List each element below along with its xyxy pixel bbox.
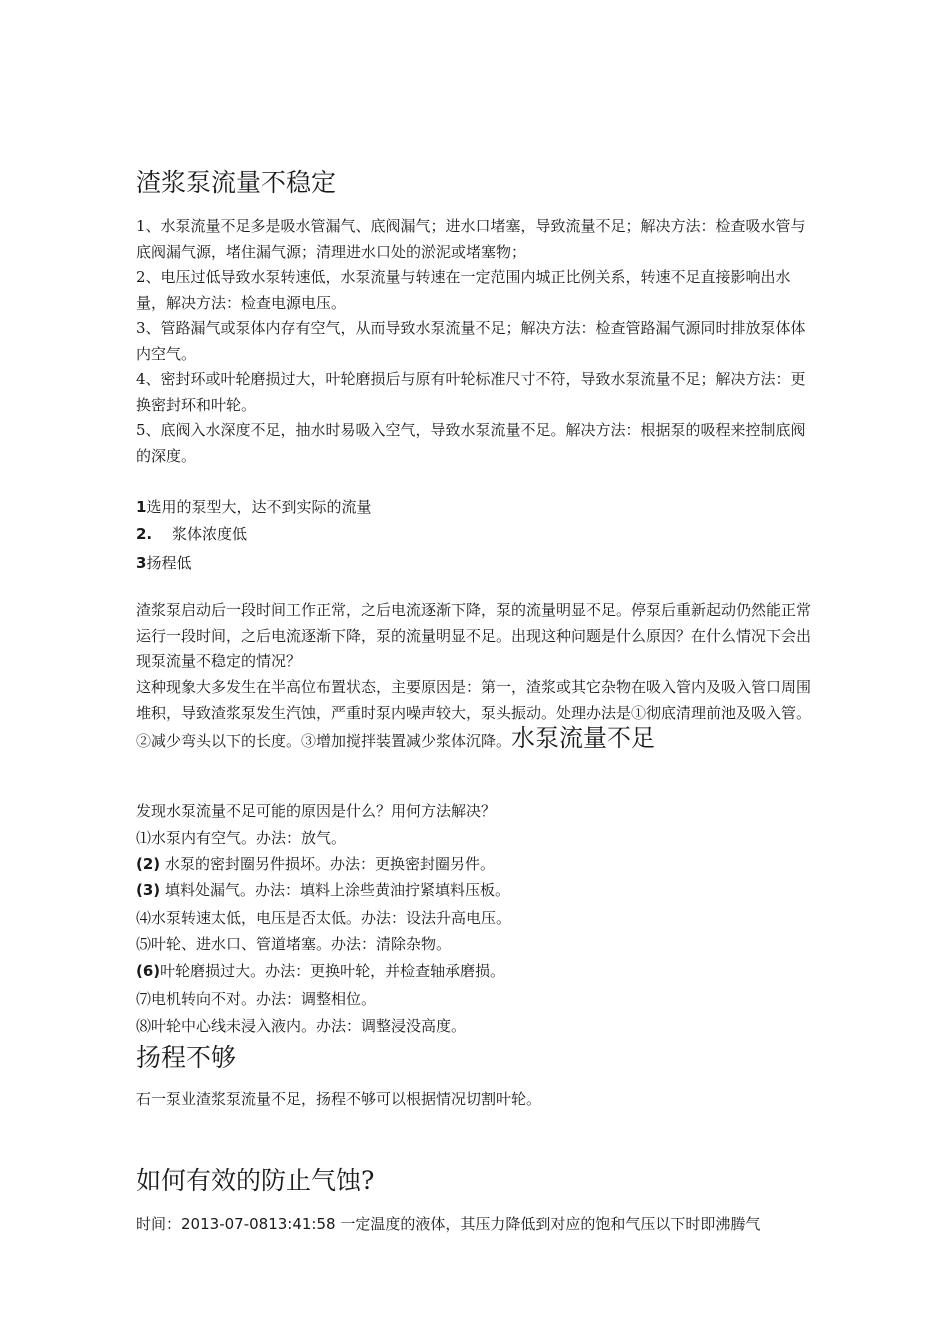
question-paragraph: 渣浆泵启动后一段时间工作正常，之后电流逐渐下降，泵的流量明显不足。停泵后重新起动仍然能正常运行一段时间，之后电流逐渐下降，泵的流量明显不足。出现这种问题是什么原因？在什么情况下会出现泵流量不稳定的情况？: [136, 601, 812, 670]
heading-insufficient-head: 扬程不够: [136, 1043, 237, 1072]
list2-number: (6): [136, 962, 161, 980]
list1-number: 3: [136, 554, 147, 572]
list1-text: 选用的泵型大，达不到实际的流量: [146, 498, 372, 516]
list2-text: 水泵转速太低，电压是否太低。办法：设法升高电压。: [151, 909, 512, 927]
list2-item-7: [136, 989, 376, 1009]
heading-pump-flow-insufficient: 水泵流量不足: [511, 724, 656, 752]
list2-item-6: [136, 961, 505, 981]
list2-item-4: [136, 908, 511, 928]
list1-item-3: [136, 553, 191, 573]
list2-text: 叶轮中心线未浸入液内。办法：调整浸没高度。: [151, 1017, 467, 1035]
list2-text: 电机转向不对。办法：调整相位。: [151, 990, 377, 1008]
list2-number: ⑴: [136, 829, 152, 847]
answer-text: 这种现象大多发生在半高位布置状态，主要原因是：第一，渣浆或其它杂物在吸入管内及吸入管口周围堆积，导致渣浆泵发生汽蚀，严重时泵内噪声较大，泵头振动。处理办法是①彻底清理前池及吸入管。②减少弯头以下的长度。③增加搅拌装置减少浆体沉降。: [136, 678, 812, 750]
list2-text: 叶轮、进水口、管道堵塞。办法：清除杂物。: [151, 935, 452, 953]
list2-number: ⑻: [136, 1017, 152, 1035]
list2-text: 水泵的密封圈另件损坏。办法：更换密封圈另件。: [164, 855, 495, 873]
cavitation-paragraph: [136, 1214, 760, 1234]
time-label: 时间：: [136, 1215, 182, 1233]
list2-text: 叶轮磨损过大。办法：更换叶轮，并检查轴承磨损。: [160, 962, 506, 980]
list1-item-2: [136, 524, 247, 544]
list2-item-1: [136, 828, 346, 848]
list2-item-2: [136, 854, 495, 874]
list1-number: 1: [136, 498, 147, 516]
list2-item-3: [136, 880, 510, 900]
list2-item-5: [136, 934, 451, 954]
list2-text: 填料处漏气。办法：填料上涂些黄油拧紧填料压板。: [164, 881, 510, 899]
list2-number: ⑺: [136, 990, 152, 1008]
list2-item-8: [136, 1016, 466, 1036]
list2-number: ⑸: [136, 935, 152, 953]
list2-number: (3): [136, 881, 161, 899]
list2-number: (2): [136, 855, 161, 873]
head-paragraph: 石一泵业渣浆泵流量不足，扬程不够可以根据情况切割叶轮。: [136, 1090, 542, 1108]
causes-paragraph: 1、水泵流量不足多是吸水管漏气、底阀漏气；进水口堵塞，导致流量不足；解决方法：检查吸水管与底阀漏气源，堵住漏气源；清理进水口处的淤泥或堵塞物； 2、电压过低导致水泵转速低，水泵流量与转速在一定范围内城正比例关系，转速不足直接影响出水量，解决方法：检查电源电压。 3、管路漏气或泵体内存有空气，从而导致水泵流量不足；解决方法：检查管路漏气源同时排放泵体体内空气。 4、密封环或叶轮磨损过大，叶轮磨损后与原有叶轮标准尺寸不符，导致水泵流量不足；解决方法：更换密封环和叶轮。 5、底阀入水深度不足，抽水时易吸入空气，导致水泵流量不足。解决方法：根据泵的吸程来控制底阀的深度。: [136, 217, 806, 465]
list1-item-1: [136, 497, 371, 517]
list1-text: 浆体浓度低: [172, 525, 248, 543]
cavitation-text: 一定温度的液体，其压力降低到对应的饱和气压以下时即沸腾气: [340, 1215, 761, 1233]
answer-paragraph: [136, 675, 816, 755]
time-value: 2013-07-0813:41:58: [181, 1215, 336, 1233]
insufficient-question: 发现水泵流量不足可能的原因是什么？用何方法解决？: [136, 802, 497, 820]
heading-prevent-cavitation: 如何有效的防止气蚀?: [136, 1166, 375, 1195]
list2-text: 水泵内有空气。办法：放气。: [151, 829, 347, 847]
list1-text: 扬程低: [146, 554, 192, 572]
heading-slurry-pump-unstable-flow: 渣浆泵流量不稳定: [136, 168, 337, 197]
list1-number: 2.: [136, 525, 153, 543]
list2-number: ⑷: [136, 909, 152, 927]
